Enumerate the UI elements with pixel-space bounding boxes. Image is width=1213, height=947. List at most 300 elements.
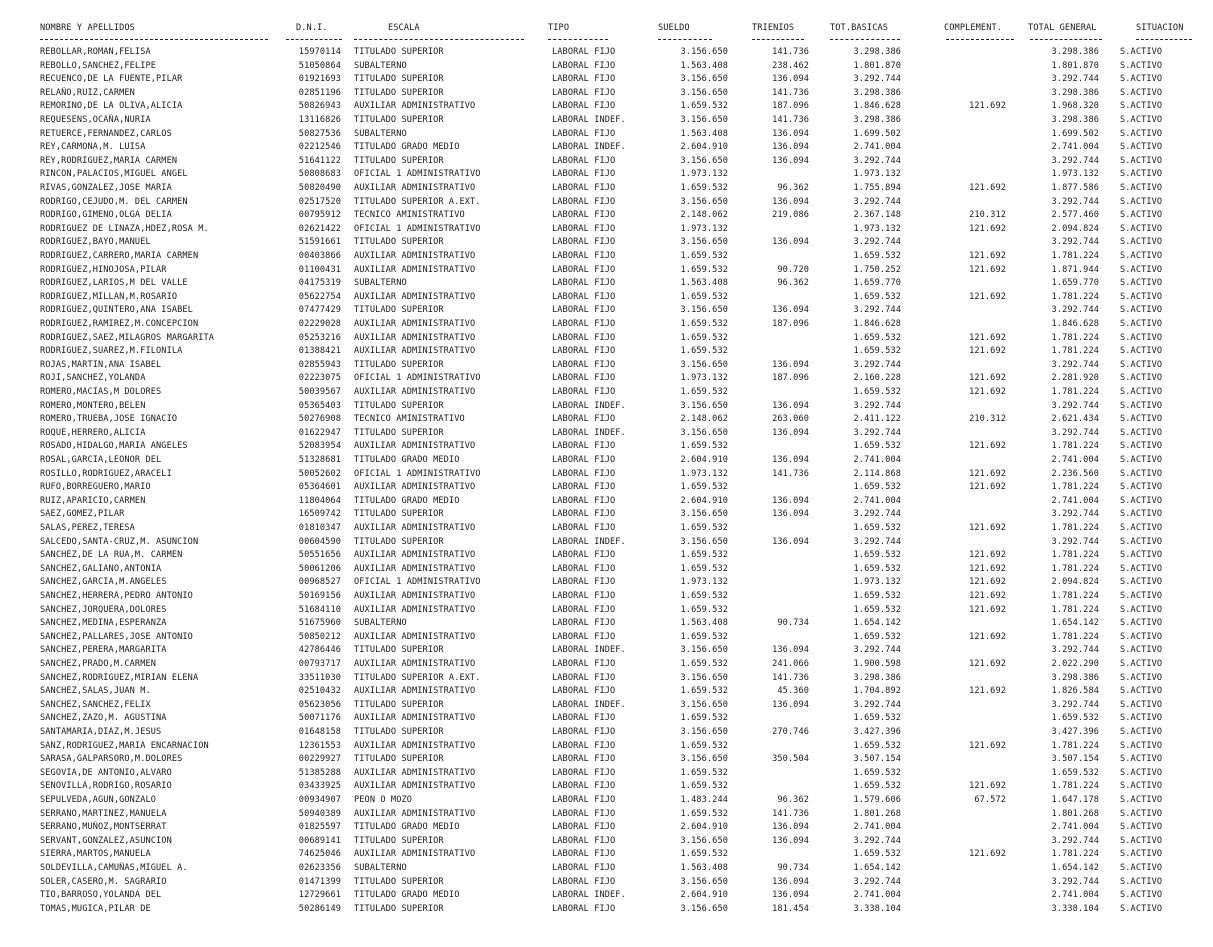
- table-row: [0, 318, 1213, 332]
- cell-dni: 50820490: [298, 183, 341, 193]
- cell-total-general: 3.292.744: [1051, 876, 1099, 887]
- cell-tot-basicas: 3.292.744: [853, 74, 901, 85]
- cell-nombre: RODRIGUEZ,BAYO,MANUEL: [40, 237, 151, 248]
- cell-total-general: 1.781.224: [1051, 387, 1099, 397]
- cell-escala: AUXILIAR ADMINISTRATIVO: [354, 332, 476, 343]
- header-rule: [354, 39, 524, 40]
- cell-situacion: S.ACTIVO: [1120, 618, 1163, 629]
- cell-situacion: S.ACTIVO: [1120, 740, 1163, 751]
- cell-situacion: S.ACTIVO: [1120, 196, 1163, 207]
- cell-situacion: S.ACTIVO: [1120, 536, 1163, 547]
- cell-nombre: SEPULVEDA,AGUN,GONZALO: [40, 795, 157, 805]
- table-row: [0, 644, 1213, 658]
- cell-situacion: S.ACTIVO: [1120, 142, 1163, 153]
- cell-sueldo: 2.604.910: [680, 455, 728, 465]
- cell-escala: AUXILIAR ADMINISTRATIVO: [354, 346, 476, 357]
- cell-tipo: LABORAL FIJO: [552, 264, 616, 275]
- cell-tipo: LABORAL FIJO: [552, 604, 616, 615]
- table-row: [0, 495, 1213, 509]
- cell-dni: 51385288: [298, 767, 341, 778]
- cell-tot-basicas: 3.292.744: [853, 699, 901, 710]
- cell-escala: SUBALTERNO: [354, 863, 407, 873]
- cell-escala: TECNICO AMINISTRATIVO: [354, 414, 465, 425]
- table-row: [0, 196, 1213, 210]
- cell-situacion: S.ACTIVO: [1120, 767, 1163, 778]
- cell-situacion: S.ACTIVO: [1120, 482, 1163, 493]
- cell-nombre: RINCON,PALACIOS,MIGUEL ANGEL: [40, 169, 188, 180]
- cell-tot-basicas: 2.741.004: [853, 142, 901, 153]
- cell-complement: 121.692: [969, 332, 1006, 343]
- cell-escala: AUXILIAR ADMINISTRATIVO: [354, 264, 476, 275]
- cell-sueldo: 1.563.408: [680, 278, 728, 289]
- cell-sueldo: 1.659.532: [680, 713, 728, 724]
- cell-trienios: 136.094: [772, 645, 809, 656]
- cell-sueldo: 3.156.650: [680, 237, 728, 248]
- cell-trienios: 136.094: [772, 128, 809, 139]
- cell-situacion: S.ACTIVO: [1120, 727, 1163, 737]
- cell-total-general: 3.292.744: [1051, 74, 1099, 85]
- table-row: [0, 168, 1213, 182]
- cell-situacion: S.ACTIVO: [1120, 387, 1163, 397]
- cell-escala: AUXILIAR ADMINISTRATIVO: [354, 101, 476, 112]
- table-row: [0, 672, 1213, 686]
- cell-sueldo: 1.659.532: [680, 591, 728, 601]
- table-row: [0, 264, 1213, 278]
- cell-trienios: 136.094: [772, 876, 809, 887]
- cell-escala: AUXILIAR ADMINISTRATIVO: [354, 781, 476, 792]
- cell-nombre: RODRIGUEZ,QUINTERO,ANA ISABEL: [40, 305, 193, 316]
- cell-situacion: S.ACTIVO: [1120, 849, 1163, 860]
- table-row: [0, 685, 1213, 699]
- cell-nombre: SANCHEZ,SALAS,JUAN M.: [40, 686, 151, 697]
- cell-nombre: SARASA,GALPARSORO,M.DOLORES: [40, 754, 183, 765]
- cell-dni: 00795912: [298, 210, 341, 221]
- table-row: [0, 903, 1213, 917]
- cell-escala: OFICIAL 1 ADMINISTRATIVO: [354, 223, 481, 234]
- cell-tipo: LABORAL INDEF.: [552, 142, 626, 153]
- cell-escala: OFICIAL 1 ADMINISTRATIVO: [354, 577, 481, 588]
- cell-sueldo: 1.659.532: [680, 387, 728, 397]
- cell-tipo: LABORAL FIJO: [552, 251, 616, 261]
- cell-tot-basicas: 2.411.122: [853, 414, 901, 425]
- cell-nombre: REY,CARMONA,M. LUISA: [40, 142, 146, 153]
- cell-trienios: 45.360: [777, 686, 809, 697]
- cell-tipo: LABORAL FIJO: [552, 903, 616, 914]
- cell-dni: 12729661: [298, 890, 341, 901]
- cell-nombre: RODRIGO,CEJUDO,M. DEL CARMEN: [40, 196, 188, 207]
- cell-situacion: S.ACTIVO: [1120, 835, 1163, 846]
- header-rule: [1136, 39, 1192, 40]
- cell-trienios: 136.094: [772, 196, 809, 207]
- cell-escala: TITULADO GRADO MEDIO: [354, 890, 460, 901]
- table-row: [0, 794, 1213, 808]
- cell-dni: 50808683: [298, 169, 341, 180]
- cell-trienios: 219.086: [772, 210, 809, 221]
- cell-tot-basicas: 3.292.744: [853, 196, 901, 207]
- cell-trienios: 263.060: [772, 414, 809, 425]
- cell-dni: 50551656: [298, 550, 341, 561]
- cell-situacion: S.ACTIVO: [1120, 468, 1163, 479]
- table-row: [0, 848, 1213, 862]
- cell-sueldo: 1.659.532: [680, 740, 728, 751]
- cell-situacion: S.ACTIVO: [1120, 332, 1163, 343]
- cell-situacion: S.ACTIVO: [1120, 291, 1163, 302]
- cell-trienios: 187.096: [772, 101, 809, 112]
- cell-sueldo: 1.659.532: [680, 332, 728, 343]
- table-row: [0, 223, 1213, 237]
- cell-tipo: LABORAL FIJO: [552, 849, 616, 860]
- cell-total-general: 1.973.132: [1051, 169, 1099, 180]
- cell-dni: 02851196: [298, 87, 341, 98]
- cell-trienios: 136.094: [772, 699, 809, 710]
- cell-tot-basicas: 1.846.628: [853, 319, 901, 329]
- table-row: [0, 563, 1213, 577]
- cell-trienios: 136.094: [772, 400, 809, 411]
- cell-situacion: S.ACTIVO: [1120, 414, 1163, 425]
- cell-tipo: LABORAL FIJO: [552, 795, 616, 805]
- cell-sueldo: 3.156.650: [680, 196, 728, 207]
- cell-total-general: 1.877.586: [1051, 183, 1099, 193]
- cell-nombre: ROSAL,GARCIA,LEONOR DEL: [40, 455, 162, 465]
- table-row: [0, 400, 1213, 414]
- cell-total-general: 1.826.584: [1051, 686, 1099, 697]
- cell-tipo: LABORAL FIJO: [552, 373, 616, 384]
- cell-nombre: RODRIGUEZ,CARRERO,MARIA CARMEN: [40, 251, 199, 261]
- cell-escala: TITULADO SUPERIOR: [354, 305, 444, 316]
- cell-sueldo: 1.659.532: [680, 346, 728, 357]
- cell-complement: 121.692: [969, 659, 1006, 669]
- cell-tipo: LABORAL FIJO: [552, 183, 616, 193]
- cell-dni: 02623356: [298, 863, 341, 873]
- cell-trienios: 136.094: [772, 427, 809, 438]
- cell-complement: 121.692: [969, 264, 1006, 275]
- cell-tipo: LABORAL FIJO: [552, 482, 616, 493]
- header-rule: [286, 39, 342, 40]
- cell-complement: 121.692: [969, 781, 1006, 792]
- table-row: [0, 753, 1213, 767]
- cell-sueldo: 3.156.650: [680, 645, 728, 656]
- cell-dni: 00403866: [298, 251, 341, 261]
- cell-escala: SUBALTERNO: [354, 618, 407, 629]
- cell-complement: 121.692: [969, 468, 1006, 479]
- table-row: [0, 821, 1213, 835]
- cell-escala: TECNICO AMINISTRATIVO: [354, 210, 465, 221]
- cell-total-general: 3.292.744: [1051, 359, 1099, 370]
- cell-complement: 121.692: [969, 631, 1006, 642]
- table-row: [0, 536, 1213, 550]
- table-row: [0, 889, 1213, 903]
- cell-dni: 33511030: [298, 672, 341, 683]
- cell-sueldo: 3.156.650: [680, 359, 728, 370]
- cell-situacion: S.ACTIVO: [1120, 876, 1163, 887]
- cell-total-general: 1.781.224: [1051, 604, 1099, 615]
- cell-dni: 11804064: [298, 495, 341, 506]
- cell-complement: 67.572: [974, 795, 1006, 805]
- cell-complement: 121.692: [969, 550, 1006, 561]
- cell-trienios: 90.720: [777, 264, 809, 275]
- cell-situacion: S.ACTIVO: [1120, 400, 1163, 411]
- cell-tot-basicas: 1.659.532: [853, 713, 901, 724]
- cell-sueldo: 1.659.532: [680, 686, 728, 697]
- cell-dni: 01100431: [298, 264, 341, 275]
- cell-dni: 00793717: [298, 659, 341, 669]
- cell-sueldo: 1.483.244: [680, 795, 728, 805]
- cell-tot-basicas: 1.659.532: [853, 767, 901, 778]
- cell-dni: 50850212: [298, 631, 341, 642]
- cell-complement: 121.692: [969, 523, 1006, 533]
- table-row: [0, 767, 1213, 781]
- cell-tipo: LABORAL FIJO: [552, 727, 616, 737]
- cell-dni: 00968527: [298, 577, 341, 588]
- cell-trienios: 136.094: [772, 142, 809, 153]
- cell-dni: 02223075: [298, 373, 341, 384]
- cell-tipo: LABORAL FIJO: [552, 754, 616, 765]
- cell-trienios: 136.094: [772, 536, 809, 547]
- cell-sueldo: 3.156.650: [680, 536, 728, 547]
- header-complement: COMPLEMENT.: [944, 23, 1003, 33]
- cell-dni: 42786446: [298, 645, 341, 656]
- cell-nombre: SANCHEZ,HERRERA,PEDRO ANTONIO: [40, 591, 193, 601]
- cell-tot-basicas: 1.659.532: [853, 631, 901, 642]
- cell-tot-basicas: 3.298.386: [853, 87, 901, 98]
- cell-sueldo: 2.148.062: [680, 414, 728, 425]
- cell-total-general: 1.846.628: [1051, 319, 1099, 329]
- cell-trienios: 141.736: [772, 468, 809, 479]
- header-escala: ESCALA: [388, 23, 420, 33]
- cell-dni: 00689141: [298, 835, 341, 846]
- cell-dni: 00229927: [298, 754, 341, 765]
- cell-dni: 16509742: [298, 509, 341, 520]
- cell-situacion: S.ACTIVO: [1120, 278, 1163, 289]
- cell-dni: 50276908: [298, 414, 341, 425]
- cell-total-general: 1.781.224: [1051, 563, 1099, 574]
- cell-nombre: RODRIGUEZ,RAMIREZ,M.CONCEPCION: [40, 319, 199, 329]
- cell-total-general: 3.298.386: [1051, 87, 1099, 98]
- cell-nombre: TIO,BARROSO,YOLANDA DEL: [40, 890, 162, 901]
- cell-nombre: RODRIGUEZ,SUAREZ,M.FILONILA: [40, 346, 183, 357]
- cell-escala: AUXILIAR ADMINISTRATIVO: [354, 482, 476, 493]
- cell-total-general: 1.659.532: [1051, 713, 1099, 724]
- cell-total-general: 1.968.320: [1051, 101, 1099, 112]
- header-tipo: TIPO: [548, 23, 570, 33]
- cell-nombre: ROSADO,HIDALGO,MARIA ANGELES: [40, 441, 188, 452]
- cell-total-general: 1.781.224: [1051, 740, 1099, 751]
- cell-situacion: S.ACTIVO: [1120, 169, 1163, 180]
- cell-total-general: 2.621.434: [1051, 414, 1099, 425]
- cell-total-general: 1.781.224: [1051, 482, 1099, 493]
- cell-situacion: S.ACTIVO: [1120, 101, 1163, 112]
- cell-nombre: SANCHEZ,PRADO,M.CARMEN: [40, 659, 157, 669]
- cell-tipo: LABORAL FIJO: [552, 60, 616, 71]
- cell-trienios: 96.362: [777, 795, 809, 805]
- table-row: [0, 413, 1213, 427]
- cell-escala: TITULADO SUPERIOR: [354, 115, 444, 125]
- cell-tipo: LABORAL FIJO: [552, 523, 616, 533]
- cell-sueldo: 3.156.650: [680, 509, 728, 520]
- table-row: [0, 236, 1213, 250]
- table-row: [0, 87, 1213, 101]
- cell-nombre: ROMERO,MACIAS,M DOLORES: [40, 387, 162, 397]
- cell-total-general: 1.654.142: [1051, 863, 1099, 873]
- cell-sueldo: 1.563.408: [680, 60, 728, 71]
- cell-tot-basicas: 1.900.598: [853, 659, 901, 669]
- cell-situacion: S.ACTIVO: [1120, 672, 1163, 683]
- cell-situacion: S.ACTIVO: [1120, 713, 1163, 724]
- cell-dni: 01622947: [298, 427, 341, 438]
- cell-total-general: 3.298.386: [1051, 47, 1099, 57]
- cell-sueldo: 1.563.408: [680, 618, 728, 629]
- cell-total-general: 1.781.224: [1051, 346, 1099, 357]
- cell-total-general: 3.292.744: [1051, 835, 1099, 846]
- cell-sueldo: 1.659.532: [680, 808, 728, 819]
- cell-escala: TITULADO SUPERIOR A.EXT.: [354, 672, 481, 683]
- cell-dni: 01825597: [298, 822, 341, 833]
- cell-sueldo: 2.604.910: [680, 890, 728, 901]
- cell-escala: AUXILIAR ADMINISTRATIVO: [354, 523, 476, 533]
- cell-situacion: S.ACTIVO: [1120, 903, 1163, 914]
- cell-total-general: 3.292.744: [1051, 536, 1099, 547]
- cell-sueldo: 1.659.532: [680, 482, 728, 493]
- cell-escala: OFICIAL 1 ADMINISTRATIVO: [354, 373, 481, 384]
- cell-complement: 121.692: [969, 183, 1006, 193]
- cell-escala: AUXILIAR ADMINISTRATIVO: [354, 251, 476, 261]
- table-row: [0, 128, 1213, 142]
- cell-tipo: LABORAL FIJO: [552, 74, 616, 85]
- cell-tot-basicas: 3.292.744: [853, 536, 901, 547]
- cell-trienios: 187.096: [772, 373, 809, 384]
- cell-tot-basicas: 2.741.004: [853, 822, 901, 833]
- cell-nombre: SAEZ,GOMEZ,PILAR: [40, 509, 125, 520]
- cell-trienios: 350.504: [772, 754, 809, 765]
- header-rule: [548, 39, 608, 40]
- cell-total-general: 1.781.224: [1051, 781, 1099, 792]
- cell-tipo: LABORAL FIJO: [552, 550, 616, 561]
- cell-escala: TITULADO SUPERIOR: [354, 754, 444, 765]
- cell-sueldo: 1.659.532: [680, 251, 728, 261]
- cell-escala: TITULADO SUPERIOR: [354, 536, 444, 547]
- cell-tipo: LABORAL FIJO: [552, 319, 616, 329]
- cell-nombre: SENOVILLA,RODRIGO,ROSARIO: [40, 781, 172, 792]
- cell-total-general: 1.654.142: [1051, 618, 1099, 629]
- table-row: [0, 46, 1213, 60]
- cell-complement: 121.692: [969, 223, 1006, 234]
- cell-sueldo: 3.156.650: [680, 876, 728, 887]
- cell-tipo: LABORAL INDEF.: [552, 890, 626, 901]
- cell-nombre: RODRIGUEZ DE LINAZA,HDEZ,ROSA M.: [40, 223, 209, 234]
- cell-total-general: 3.427.396: [1051, 727, 1099, 737]
- cell-escala: OFICIAL 1 ADMINISTRATIVO: [354, 468, 481, 479]
- cell-total-general: 3.292.744: [1051, 509, 1099, 520]
- table-row: [0, 277, 1213, 291]
- cell-situacion: S.ACTIVO: [1120, 781, 1163, 792]
- cell-nombre: REY,RODRIGUEZ,MARIA CARMEN: [40, 155, 178, 166]
- cell-trienios: 241.066: [772, 659, 809, 669]
- cell-escala: AUXILIAR ADMINISTRATIVO: [354, 849, 476, 860]
- cell-situacion: S.ACTIVO: [1120, 754, 1163, 765]
- cell-total-general: 1.781.224: [1051, 631, 1099, 642]
- cell-escala: AUXILIAR ADMINISTRATIVO: [354, 591, 476, 601]
- cell-situacion: S.ACTIVO: [1120, 550, 1163, 561]
- cell-sueldo: 1.659.532: [680, 183, 728, 193]
- cell-dni: 00604590: [298, 536, 341, 547]
- cell-situacion: S.ACTIVO: [1120, 115, 1163, 125]
- cell-situacion: S.ACTIVO: [1120, 305, 1163, 316]
- cell-total-general: 2.094.824: [1051, 577, 1099, 588]
- cell-tipo: LABORAL FIJO: [552, 740, 616, 751]
- cell-tot-basicas: 3.298.386: [853, 115, 901, 125]
- cell-total-general: 3.292.744: [1051, 427, 1099, 438]
- cell-tipo: LABORAL FIJO: [552, 278, 616, 289]
- cell-tipo: LABORAL INDEF.: [552, 645, 626, 656]
- cell-sueldo: 1.659.532: [680, 291, 728, 302]
- cell-dni: 50286149: [298, 903, 341, 914]
- cell-tipo: LABORAL FIJO: [552, 686, 616, 697]
- cell-escala: AUXILIAR ADMINISTRATIVO: [354, 767, 476, 778]
- cell-situacion: S.ACTIVO: [1120, 604, 1163, 615]
- cell-tipo: LABORAL FIJO: [552, 618, 616, 629]
- cell-escala: SUBALTERNO: [354, 278, 407, 289]
- cell-trienios: 270.746: [772, 727, 809, 737]
- cell-tot-basicas: 1.704.892: [853, 686, 901, 697]
- cell-total-general: 1.781.224: [1051, 523, 1099, 533]
- cell-tot-basicas: 1.659.770: [853, 278, 901, 289]
- table-row: [0, 114, 1213, 128]
- cell-sueldo: 3.156.650: [680, 699, 728, 710]
- cell-sueldo: 1.659.532: [680, 781, 728, 792]
- cell-tot-basicas: 2.741.004: [853, 455, 901, 465]
- table-row: [0, 780, 1213, 794]
- cell-tot-basicas: 3.292.744: [853, 155, 901, 166]
- cell-sueldo: 3.156.650: [680, 155, 728, 166]
- cell-total-general: 1.801.870: [1051, 60, 1099, 71]
- cell-nombre: RODRIGUEZ,LARIOS,M DEL VALLE: [40, 278, 188, 289]
- table-row: [0, 862, 1213, 876]
- cell-tot-basicas: 1.973.132: [853, 577, 901, 588]
- cell-nombre: ROMERO,TRUEBA,JOSE IGNACIO: [40, 414, 178, 425]
- cell-situacion: S.ACTIVO: [1120, 591, 1163, 601]
- cell-escala: AUXILIAR ADMINISTRATIVO: [354, 319, 476, 329]
- cell-trienios: 136.094: [772, 509, 809, 520]
- cell-nombre: SANCHEZ,JORQUERA,DOLORES: [40, 604, 167, 615]
- cell-nombre: SEGOVIA,DE ANTONIO,ALVARO: [40, 767, 172, 778]
- cell-situacion: S.ACTIVO: [1120, 251, 1163, 261]
- cell-nombre: ROQUE,HERRERO,ALICIA: [40, 427, 146, 438]
- cell-tot-basicas: 1.801.268: [853, 808, 901, 819]
- cell-tot-basicas: 1.654.142: [853, 618, 901, 629]
- cell-situacion: S.ACTIVO: [1120, 523, 1163, 533]
- cell-tipo: LABORAL INDEF.: [552, 400, 626, 411]
- cell-tot-basicas: 1.659.532: [853, 387, 901, 397]
- cell-dni: 50940389: [298, 808, 341, 819]
- cell-tipo: LABORAL FIJO: [552, 509, 616, 520]
- header-rule: [830, 39, 900, 40]
- cell-escala: TITULADO SUPERIOR: [354, 47, 444, 57]
- cell-sueldo: 1.659.532: [680, 101, 728, 112]
- cell-escala: AUXILIAR ADMINISTRATIVO: [354, 808, 476, 819]
- cell-complement: 210.312: [969, 414, 1006, 425]
- cell-dni: 05365403: [298, 400, 341, 411]
- cell-escala: TITULADO GRADO MEDIO: [354, 142, 460, 153]
- table-row: [0, 100, 1213, 114]
- cell-dni: 50052602: [298, 468, 341, 479]
- header-situacion: SITUACION: [1136, 23, 1184, 33]
- table-row: [0, 658, 1213, 672]
- cell-tot-basicas: 1.659.532: [853, 849, 901, 860]
- table-row: [0, 359, 1213, 373]
- cell-tot-basicas: 1.659.532: [853, 332, 901, 343]
- cell-nombre: SANCHEZ,RODRIGUEZ,MIRIAN ELENA: [40, 672, 199, 683]
- cell-tot-basicas: 1.579.606: [853, 795, 901, 805]
